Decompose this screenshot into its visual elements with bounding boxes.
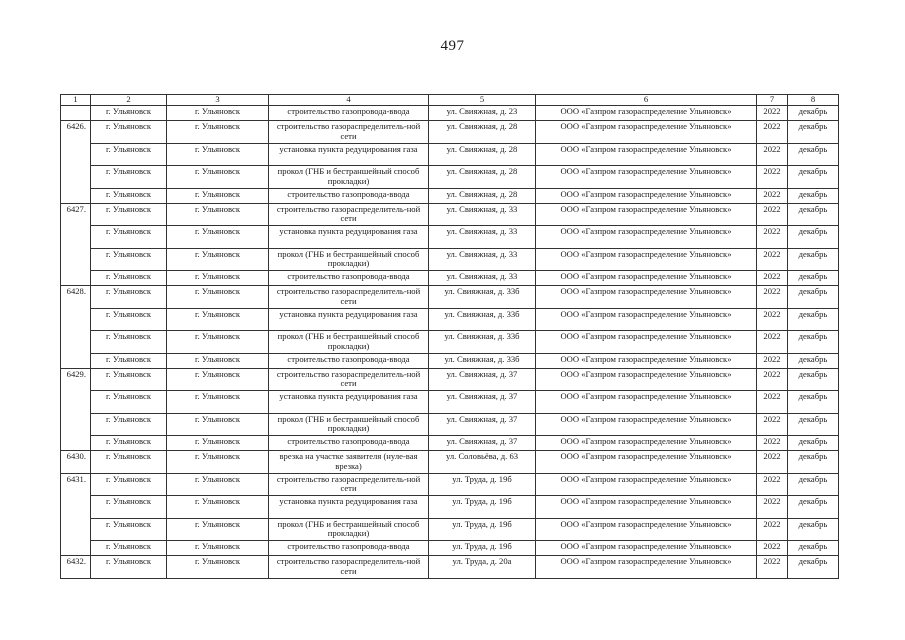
row-number [61, 106, 91, 121]
locality-cell: г. Ульяновск [167, 226, 269, 249]
organization-cell: ООО «Газпром газораспределение Ульяновск» [536, 518, 757, 541]
address-cell: ул. Свияжная, д. 28 [429, 143, 536, 166]
locality-cell: г. Ульяновск [167, 286, 269, 309]
row-number: 6427. [61, 203, 91, 226]
table-row [61, 473, 839, 496]
row-number [61, 271, 91, 286]
month-cell: декабрь [788, 286, 839, 309]
table-row [61, 271, 839, 286]
row-number [61, 226, 91, 249]
address-cell: ул. Соловьёва, д. 63 [429, 451, 536, 474]
locality-cell: г. Ульяновск [167, 271, 269, 286]
month-cell: декабрь [788, 391, 839, 414]
table-body [61, 106, 839, 579]
settlement-cell: г. Ульяновск [91, 473, 167, 496]
locality-cell: г. Ульяновск [167, 368, 269, 391]
table-row [61, 166, 839, 189]
table-row [61, 143, 839, 166]
month-cell: декабрь [788, 413, 839, 436]
year-cell: 2022 [757, 368, 788, 391]
month-cell: декабрь [788, 308, 839, 331]
locality-cell: г. Ульяновск [167, 308, 269, 331]
settlement-cell: г. Ульяновск [91, 248, 167, 271]
settlement-cell: г. Ульяновск [91, 121, 167, 144]
address-cell: ул. Свияжная, д. 37 [429, 368, 536, 391]
organization-cell: ООО «Газпром газораспределение Ульяновск» [536, 473, 757, 496]
locality-cell: г. Ульяновск [167, 248, 269, 271]
locality-cell: г. Ульяновск [167, 556, 269, 579]
table-row [61, 556, 839, 579]
address-cell: ул. Свияжная, д. 33 [429, 248, 536, 271]
address-cell: ул. Свияжная, д. 37 [429, 391, 536, 414]
month-cell: декабрь [788, 518, 839, 541]
month-cell: декабрь [788, 436, 839, 451]
year-cell: 2022 [757, 188, 788, 203]
table-row [61, 541, 839, 556]
address-cell: ул. Труда, д. 20а [429, 556, 536, 579]
organization-cell: ООО «Газпром газораспределение Ульяновск» [536, 203, 757, 226]
month-cell: декабрь [788, 121, 839, 144]
organization-cell: ООО «Газпром газораспределение Ульяновск» [536, 106, 757, 121]
locality-cell: г. Ульяновск [167, 353, 269, 368]
table-row [61, 391, 839, 414]
column-header: 3 [167, 95, 269, 106]
year-cell: 2022 [757, 451, 788, 474]
address-cell: ул. Свияжная, д. 37 [429, 413, 536, 436]
address-cell: ул. Свияжная, д. 33б [429, 331, 536, 354]
table-row [61, 226, 839, 249]
year-cell: 2022 [757, 121, 788, 144]
locality-cell: г. Ульяновск [167, 166, 269, 189]
settlement-cell: г. Ульяновск [91, 436, 167, 451]
table-row [61, 188, 839, 203]
work-type-cell: установка пункта редуцирования газа [269, 496, 429, 519]
locality-cell: г. Ульяновск [167, 473, 269, 496]
year-cell: 2022 [757, 473, 788, 496]
settlement-cell: г. Ульяновск [91, 541, 167, 556]
work-type-cell: строительство газораспределитель-ной сети [269, 368, 429, 391]
work-type-cell: строительство газопровода-ввода [269, 436, 429, 451]
address-cell: ул. Свияжная, д. 28 [429, 166, 536, 189]
locality-cell: г. Ульяновск [167, 203, 269, 226]
page-number: 497 [440, 38, 465, 54]
row-number [61, 166, 91, 189]
work-type-cell: установка пункта редуцирования газа [269, 143, 429, 166]
organization-cell: ООО «Газпром газораспределение Ульяновск» [536, 143, 757, 166]
organization-cell: ООО «Газпром газораспределение Ульяновск» [536, 271, 757, 286]
work-type-cell: строительство газопровода-ввода [269, 188, 429, 203]
year-cell: 2022 [757, 518, 788, 541]
table-row [61, 308, 839, 331]
month-cell: декабрь [788, 473, 839, 496]
row-number: 6429. [61, 368, 91, 391]
address-cell: ул. Труда, д. 19б [429, 518, 536, 541]
work-type-cell: строительство газопровода-ввода [269, 271, 429, 286]
row-number [61, 391, 91, 414]
row-number: 6430. [61, 451, 91, 474]
month-cell: декабрь [788, 451, 839, 474]
table-row [61, 248, 839, 271]
organization-cell: ООО «Газпром газораспределение Ульяновск» [536, 436, 757, 451]
row-number [61, 496, 91, 519]
settlement-cell: г. Ульяновск [91, 451, 167, 474]
settlement-cell: г. Ульяновск [91, 308, 167, 331]
column-header: 7 [757, 95, 788, 106]
organization-cell: ООО «Газпром газораспределение Ульяновск» [536, 496, 757, 519]
year-cell: 2022 [757, 106, 788, 121]
address-cell: ул. Свияжная, д. 33 [429, 226, 536, 249]
month-cell: декабрь [788, 143, 839, 166]
organization-cell: ООО «Газпром газораспределение Ульяновск» [536, 188, 757, 203]
organization-cell: ООО «Газпром газораспределение Ульяновск» [536, 166, 757, 189]
locality-cell: г. Ульяновск [167, 541, 269, 556]
address-cell: ул. Свияжная, д. 28 [429, 188, 536, 203]
work-type-cell: строительство газопровода-ввода [269, 353, 429, 368]
address-cell: ул. Свияжная, д. 33б [429, 286, 536, 309]
address-cell: ул. Свияжная, д. 33б [429, 353, 536, 368]
column-header: 2 [91, 95, 167, 106]
month-cell: декабрь [788, 331, 839, 354]
settlement-cell: г. Ульяновск [91, 368, 167, 391]
locality-cell: г. Ульяновск [167, 121, 269, 144]
year-cell: 2022 [757, 203, 788, 226]
address-cell: ул. Свияжная, д. 23 [429, 106, 536, 121]
organization-cell: ООО «Газпром газораспределение Ульяновск» [536, 121, 757, 144]
work-type-cell: прокол (ГНБ и бестраншейный способ прокладки) [269, 331, 429, 354]
locality-cell: г. Ульяновск [167, 413, 269, 436]
month-cell: декабрь [788, 106, 839, 121]
settlement-cell: г. Ульяновск [91, 271, 167, 286]
work-type-cell: установка пункта редуцирования газа [269, 226, 429, 249]
organization-cell: ООО «Газпром газораспределение Ульяновск» [536, 286, 757, 309]
settlement-cell: г. Ульяновск [91, 203, 167, 226]
address-cell: ул. Свияжная, д. 37 [429, 436, 536, 451]
settlement-cell: г. Ульяновск [91, 226, 167, 249]
row-number [61, 143, 91, 166]
month-cell: декабрь [788, 353, 839, 368]
settlement-cell: г. Ульяновск [91, 188, 167, 203]
table-row [61, 451, 839, 474]
settlement-cell: г. Ульяновск [91, 413, 167, 436]
column-header: 4 [269, 95, 429, 106]
work-type-cell: строительство газораспределитель-ной сети [269, 473, 429, 496]
work-type-cell: прокол (ГНБ и бестраншейный способ прокладки) [269, 166, 429, 189]
settlement-cell: г. Ульяновск [91, 286, 167, 309]
row-number [61, 331, 91, 354]
settlement-cell: г. Ульяновск [91, 106, 167, 121]
settlement-cell: г. Ульяновск [91, 556, 167, 579]
table-row [61, 496, 839, 519]
work-type-cell: строительство газопровода-ввода [269, 106, 429, 121]
organization-cell: ООО «Газпром газораспределение Ульяновск» [536, 413, 757, 436]
table-row [61, 353, 839, 368]
work-type-cell: строительство газопровода-ввода [269, 541, 429, 556]
column-header: 5 [429, 95, 536, 106]
table-row [61, 203, 839, 226]
organization-cell: ООО «Газпром газораспределение Ульяновск» [536, 308, 757, 331]
locality-cell: г. Ульяновск [167, 391, 269, 414]
month-cell: декабрь [788, 556, 839, 579]
year-cell: 2022 [757, 413, 788, 436]
locality-cell: г. Ульяновск [167, 143, 269, 166]
locality-cell: г. Ульяновск [167, 106, 269, 121]
work-type-cell: строительство газораспределитель-ной сети [269, 121, 429, 144]
month-cell: декабрь [788, 226, 839, 249]
year-cell: 2022 [757, 556, 788, 579]
settlement-cell: г. Ульяновск [91, 353, 167, 368]
month-cell: декабрь [788, 541, 839, 556]
year-cell: 2022 [757, 331, 788, 354]
year-cell: 2022 [757, 286, 788, 309]
organization-cell: ООО «Газпром газораспределение Ульяновск» [536, 451, 757, 474]
work-type-cell: прокол (ГНБ и бестраншейный способ прокладки) [269, 413, 429, 436]
document-sheet [60, 94, 838, 579]
locality-cell: г. Ульяновск [167, 496, 269, 519]
work-type-cell: прокол (ГНБ и бестраншейный способ прокладки) [269, 248, 429, 271]
work-type-cell: строительство газораспределитель-ной сети [269, 556, 429, 579]
year-cell: 2022 [757, 391, 788, 414]
year-cell: 2022 [757, 308, 788, 331]
address-cell: ул. Свияжная, д. 28 [429, 121, 536, 144]
settlement-cell: г. Ульяновск [91, 496, 167, 519]
column-header: 6 [536, 95, 757, 106]
locality-cell: г. Ульяновск [167, 436, 269, 451]
organization-cell: ООО «Газпром газораспределение Ульяновск» [536, 353, 757, 368]
work-type-cell: установка пункта редуцирования газа [269, 308, 429, 331]
work-type-cell: строительство газораспределитель-ной сети [269, 203, 429, 226]
row-number [61, 541, 91, 556]
address-cell: ул. Труда, д. 19б [429, 496, 536, 519]
locality-cell: г. Ульяновск [167, 188, 269, 203]
locality-cell: г. Ульяновск [167, 451, 269, 474]
month-cell: декабрь [788, 166, 839, 189]
month-cell: декабрь [788, 496, 839, 519]
settlement-cell: г. Ульяновск [91, 331, 167, 354]
settlement-cell: г. Ульяновск [91, 518, 167, 541]
table-row [61, 413, 839, 436]
row-number [61, 248, 91, 271]
month-cell: декабрь [788, 203, 839, 226]
row-number: 6432. [61, 556, 91, 579]
table-row [61, 106, 839, 121]
settlement-cell: г. Ульяновск [91, 166, 167, 189]
organization-cell: ООО «Газпром газораспределение Ульяновск» [536, 331, 757, 354]
organization-cell: ООО «Газпром газораспределение Ульяновск» [536, 391, 757, 414]
table-row [61, 368, 839, 391]
locality-cell: г. Ульяновск [167, 331, 269, 354]
year-cell: 2022 [757, 271, 788, 286]
year-cell: 2022 [757, 541, 788, 556]
work-type-cell: прокол (ГНБ и бестраншейный способ прокладки) [269, 518, 429, 541]
address-cell: ул. Свияжная, д. 33 [429, 271, 536, 286]
organization-cell: ООО «Газпром газораспределение Ульяновск» [536, 226, 757, 249]
month-cell: декабрь [788, 368, 839, 391]
month-cell: декабрь [788, 248, 839, 271]
row-number [61, 353, 91, 368]
row-number [61, 413, 91, 436]
address-cell: ул. Свияжная, д. 33б [429, 308, 536, 331]
table-row [61, 286, 839, 309]
organization-cell: ООО «Газпром газораспределение Ульяновск» [536, 368, 757, 391]
work-type-cell: строительство газораспределитель-ной сети [269, 286, 429, 309]
table-row [61, 121, 839, 144]
organization-cell: ООО «Газпром газораспределение Ульяновск» [536, 248, 757, 271]
locality-cell: г. Ульяновск [167, 518, 269, 541]
row-number: 6431. [61, 473, 91, 496]
gasification-schedule-table [60, 94, 839, 579]
table-row [61, 436, 839, 451]
row-number [61, 518, 91, 541]
table-header-row [61, 95, 839, 106]
table-row [61, 518, 839, 541]
column-header: 8 [788, 95, 839, 106]
column-header: 1 [61, 95, 91, 106]
year-cell: 2022 [757, 166, 788, 189]
year-cell: 2022 [757, 353, 788, 368]
year-cell: 2022 [757, 496, 788, 519]
year-cell: 2022 [757, 143, 788, 166]
year-cell: 2022 [757, 226, 788, 249]
row-number [61, 188, 91, 203]
row-number [61, 436, 91, 451]
year-cell: 2022 [757, 248, 788, 271]
work-type-cell: установка пункта редуцирования газа [269, 391, 429, 414]
address-cell: ул. Труда, д. 19б [429, 473, 536, 496]
settlement-cell: г. Ульяновск [91, 391, 167, 414]
row-number [61, 308, 91, 331]
table-row [61, 331, 839, 354]
month-cell: декабрь [788, 271, 839, 286]
address-cell: ул. Труда, д. 19б [429, 541, 536, 556]
row-number: 6426. [61, 121, 91, 144]
work-type-cell: врезка на участке заявителя (нуле-вая врезка) [269, 451, 429, 474]
organization-cell: ООО «Газпром газораспределение Ульяновск» [536, 556, 757, 579]
month-cell: декабрь [788, 188, 839, 203]
organization-cell: ООО «Газпром газораспределение Ульяновск» [536, 541, 757, 556]
year-cell: 2022 [757, 436, 788, 451]
row-number: 6428. [61, 286, 91, 309]
address-cell: ул. Свияжная, д. 33 [429, 203, 536, 226]
settlement-cell: г. Ульяновск [91, 143, 167, 166]
